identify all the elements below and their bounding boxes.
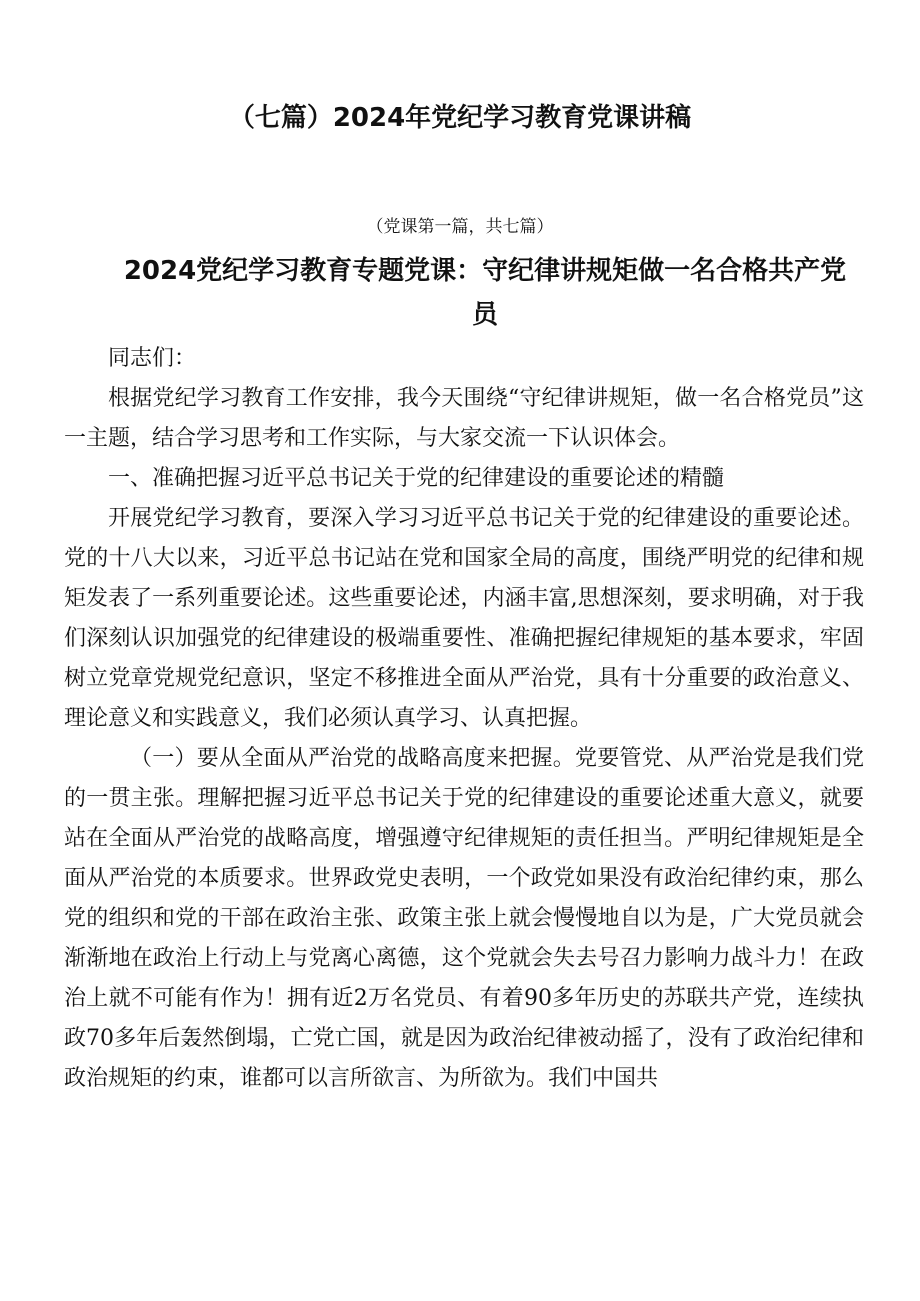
paragraph: 开展党纪学习教育，要深入学习习近平总书记关于党的纪律建设的重要论述。党的十八大以来，习近平总书记站在党和国家全局的高度，围绕严明党的纪律和规矩发表了一系列重要论述。这些重要论述，内涵丰富,思想深刻，要求明确，对于我们深刻认识加强党的纪律建设的极端重要性、准确把握纪律规矩的基本要求，牢固树立党章党规党纪意识，坚定不移推进全面从严治党，具有十分重要的政治意义、理论意义和实践意义，我们必须认真学习、认真把握。 xyxy=(64,506,864,731)
body-text xyxy=(64,339,864,1099)
section-heading: 一、准确把握习近平总书记关于党的纪律建设的重要论述的精髓 xyxy=(108,466,725,491)
part-title: 2024党纪学习教育专题党课：守纪律讲规矩做一名合格共产党员 xyxy=(123,256,847,330)
document-title: （七篇）2024年党纪学习教育党课讲稿 xyxy=(228,103,692,133)
paragraph: 根据党纪学习教育工作安排，我今天围绕“守纪律讲规矩，做一名合格党员”这一主题，结合学习思考和工作实际，与大家交流一下认识体会。 xyxy=(64,386,864,451)
paragraph: （一）要从全面从严治党的战略高度来把握。党要管党、从严治党是我们党的一贯主张。理解把握习近平总书记关于党的纪律建设的重要论述重大意义，就要站在全面从严治党的战略高度，增强遵守纪律规矩的责任担当。严明纪律规矩是全面从严治党的本质要求。世界政党史表明，一个政党如果没有政治纪律约束，那么党的组织和党的干部在政治主张、政策主张上就会慢慢地自以为是，广大党员就会渐渐地在政治上行动上与党离心离德，这个党就会失去号召力影响力战斗力！在政治上就不可能有作为！拥有近2万名党员、有着90多年历史的苏联共产党，连续执政70多年后轰然倒塌，亡党亡国，就是因为政治纪律被动摇了，没有了政治纪律和政治规矩的约束，谁都可以言所欲言、为所欲为。我们中国共 xyxy=(64,746,864,1091)
salutation: 同志们： xyxy=(108,346,197,371)
part-label: （党课第一篇，共七篇） xyxy=(366,217,554,237)
